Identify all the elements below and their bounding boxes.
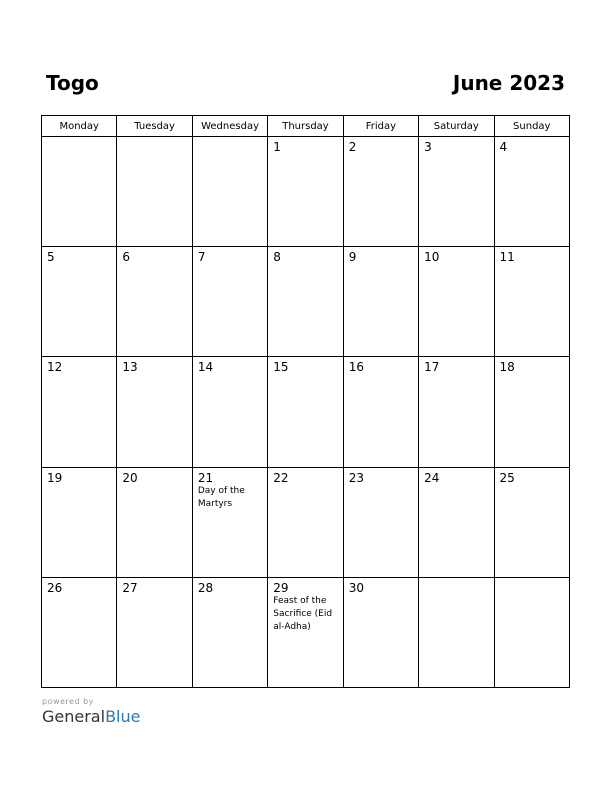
calendar-month-title: June 2023 — [452, 71, 565, 95]
day-number: 20 — [122, 470, 138, 485]
calendar-day-cell — [192, 357, 267, 467]
day-number: 6 — [122, 250, 131, 265]
day-number: 4 — [499, 140, 508, 154]
calendar-day-cell — [42, 357, 117, 467]
generalblue-branding — [42, 697, 140, 727]
calendar-day-cell — [268, 247, 343, 357]
calendar-day-cell — [192, 247, 267, 357]
calendar-day-cell — [42, 577, 117, 687]
calendar-week-row — [42, 577, 570, 687]
day-number: 11 — [499, 250, 515, 265]
calendar-week-row — [42, 467, 570, 577]
calendar-empty-cell — [419, 577, 494, 687]
day-number: 26 — [47, 580, 63, 595]
day-number: 5 — [47, 250, 55, 265]
calendar-country-title: Togo — [46, 71, 99, 95]
calendar-day-cell — [117, 467, 192, 577]
calendar-week-row — [42, 137, 570, 247]
brand-blue-text: Blue — [105, 707, 141, 726]
calendar-day-cell — [343, 577, 418, 687]
calendar-day-cell — [117, 247, 192, 357]
day-number: 15 — [273, 360, 289, 375]
calendar-empty-cell — [494, 577, 569, 687]
holiday-label: Feast of the Sacrifice (Eid al-Adha) — [273, 595, 333, 632]
holiday-label: Day of the Martyrs — [197, 485, 245, 509]
calendar-day-cell — [343, 357, 418, 467]
day-number: 29 — [273, 580, 289, 595]
calendar-empty-cell — [42, 137, 117, 247]
calendar-day-cell — [494, 247, 569, 357]
weekday-header: Thursday — [268, 116, 343, 137]
day-number: 13 — [122, 360, 138, 375]
day-number: 30 — [348, 580, 364, 595]
day-number: 28 — [197, 580, 214, 595]
weekday-header: Friday — [343, 116, 418, 137]
weekday-header: Sunday — [494, 116, 569, 137]
calendar-day-cell — [268, 467, 343, 577]
calendar-day-cell — [419, 467, 494, 577]
day-number: 17 — [424, 360, 440, 375]
calendar-week-row — [42, 357, 570, 467]
calendar-empty-cell — [192, 137, 267, 247]
day-number: 25 — [499, 470, 515, 485]
day-number: 23 — [348, 470, 364, 485]
day-number: 16 — [348, 360, 364, 375]
day-number: 7 — [197, 250, 206, 265]
day-number: 8 — [273, 250, 281, 265]
day-number: 19 — [47, 470, 63, 485]
weekday-header: Tuesday — [117, 116, 192, 137]
calendar-day-cell — [343, 467, 418, 577]
calendar-day-cell — [192, 467, 267, 577]
calendar-day-cell — [117, 357, 192, 467]
calendar-day-cell — [343, 247, 418, 357]
day-number: 21 — [197, 470, 214, 485]
calendar-day-cell — [494, 467, 569, 577]
day-number: 9 — [348, 250, 357, 265]
weekday-header: Saturday — [419, 116, 494, 137]
weekday-header: Monday — [42, 116, 117, 137]
day-number: 24 — [424, 470, 440, 485]
calendar-day-cell — [42, 247, 117, 357]
weekday-header-row — [42, 116, 570, 137]
brand-logo — [42, 707, 140, 727]
day-number: 14 — [197, 360, 214, 375]
calendar-day-cell — [117, 577, 192, 687]
calendar-day-cell — [192, 577, 267, 687]
brand-general-text: General — [42, 707, 106, 726]
day-number: 12 — [47, 360, 63, 375]
calendar-day-cell — [42, 467, 117, 577]
day-number: 22 — [273, 470, 289, 485]
powered-by-label: powered by — [42, 697, 94, 706]
calendar-day-cell — [268, 577, 343, 687]
month-calendar-grid — [41, 115, 570, 688]
calendar-empty-cell — [117, 137, 192, 247]
day-number: 27 — [122, 580, 138, 595]
day-number: 18 — [499, 360, 515, 375]
calendar-day-cell — [268, 357, 343, 467]
calendar-day-cell — [268, 137, 343, 247]
calendar-day-cell — [343, 137, 418, 247]
calendar-day-cell — [419, 137, 494, 247]
calendar-day-cell — [494, 357, 569, 467]
weekday-header: Wednesday — [192, 116, 267, 137]
calendar-day-cell — [419, 357, 494, 467]
day-number: 10 — [424, 250, 440, 265]
calendar-day-cell — [494, 137, 569, 247]
calendar-day-cell — [419, 247, 494, 357]
day-number: 2 — [348, 140, 357, 154]
day-number: 1 — [273, 140, 281, 154]
calendar-week-row — [42, 247, 570, 357]
day-number: 3 — [424, 140, 432, 154]
